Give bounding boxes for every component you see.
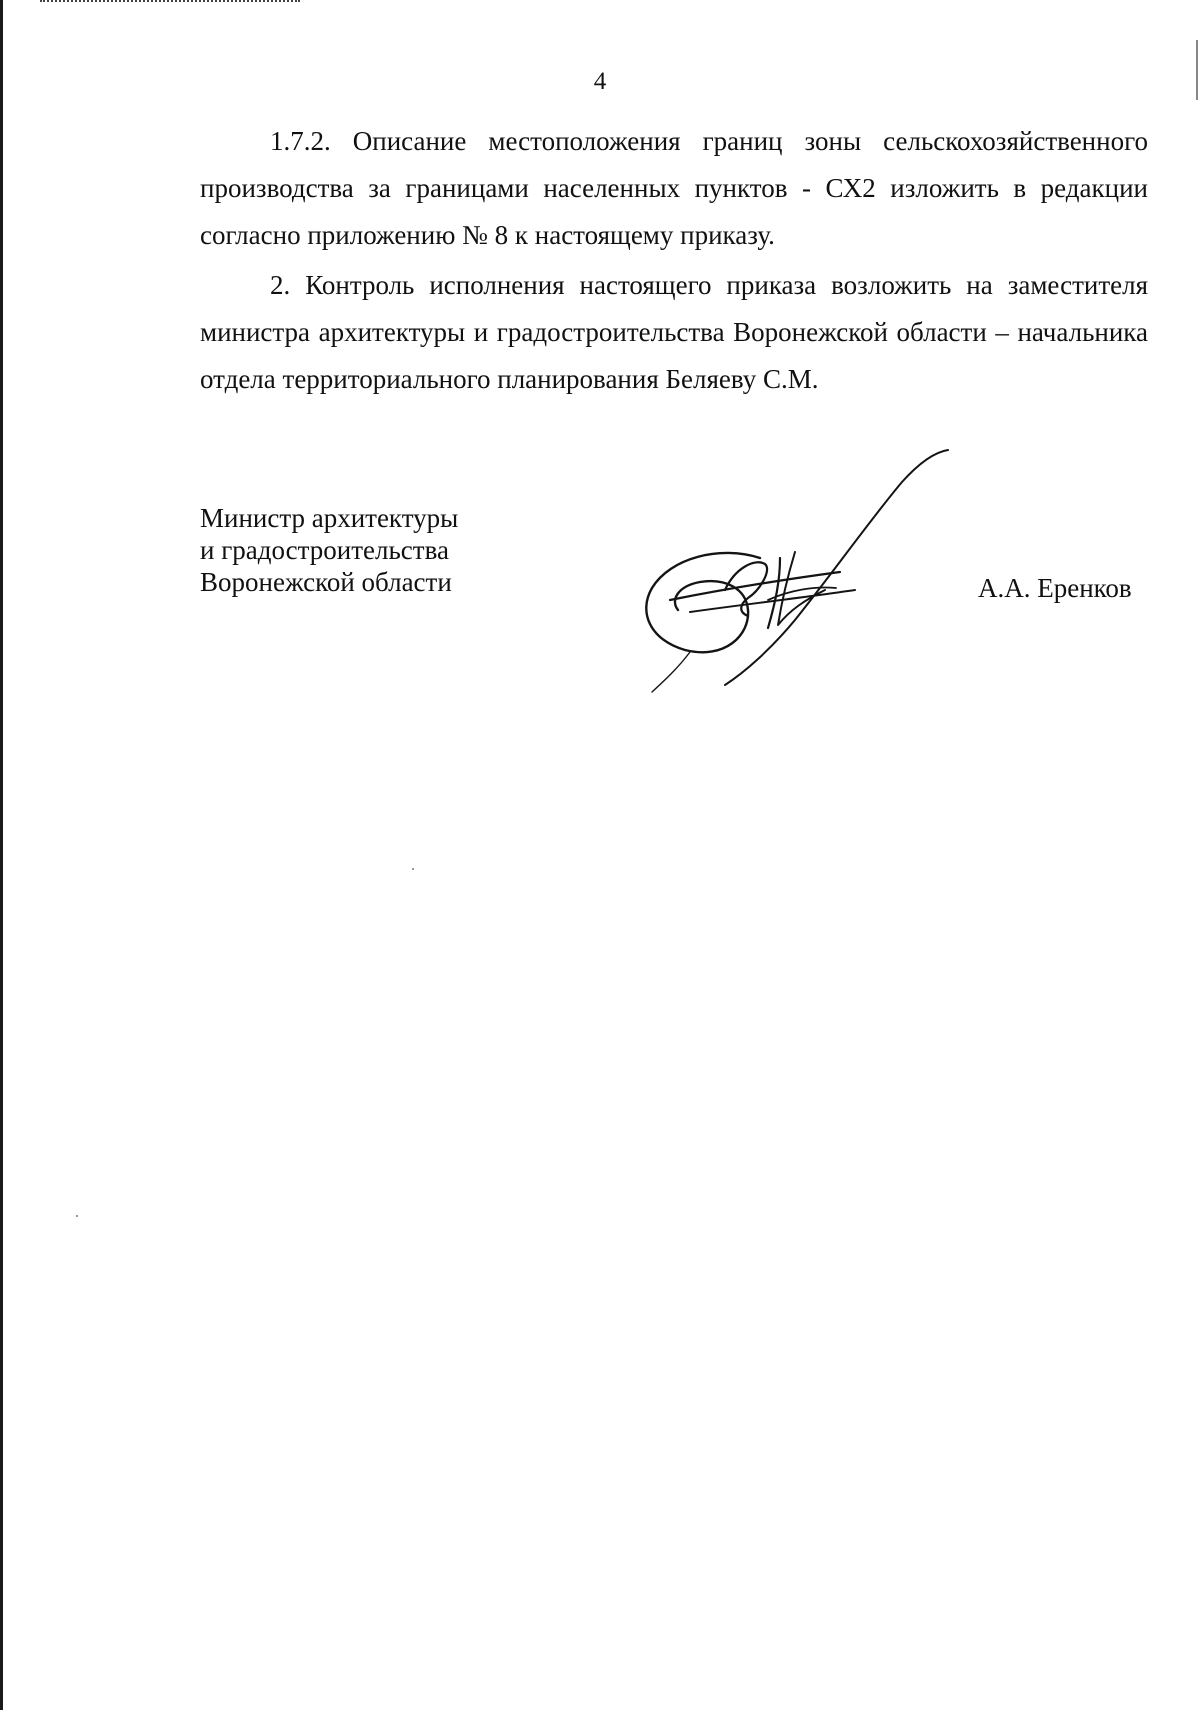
page-number: 4: [593, 68, 607, 95]
paragraph-2: 2. Контроль исполнения настоящего приказа возложить на заместителя министра архитектуры и градостроительства Воронежской области – начальника отдела территориального планирования Беляеву С.М.: [200, 270, 1148, 394]
position-line-3: Воронежской области: [200, 567, 452, 597]
signatory-position: [200, 502, 458, 598]
position-line-2: и градостроительства: [200, 535, 449, 565]
handwritten-signature: [630, 440, 960, 700]
scan-speck: [76, 1215, 78, 1217]
signer-name: А.А. Еренков: [978, 573, 1132, 603]
paragraph-1-7-2: 1.7.2. Описание местоположения границ зоны сельскохозяйственного производства за границами населенных пунктов - СХ2 изложить в редакции согласно приложению № 8 к настоящему приказу.: [200, 126, 1148, 250]
position-line-1: Министр архитектуры: [200, 503, 459, 533]
scan-mark-top: [40, 0, 300, 4]
scan-edge-left: [0, 0, 3, 1710]
scan-speck: [412, 868, 414, 870]
